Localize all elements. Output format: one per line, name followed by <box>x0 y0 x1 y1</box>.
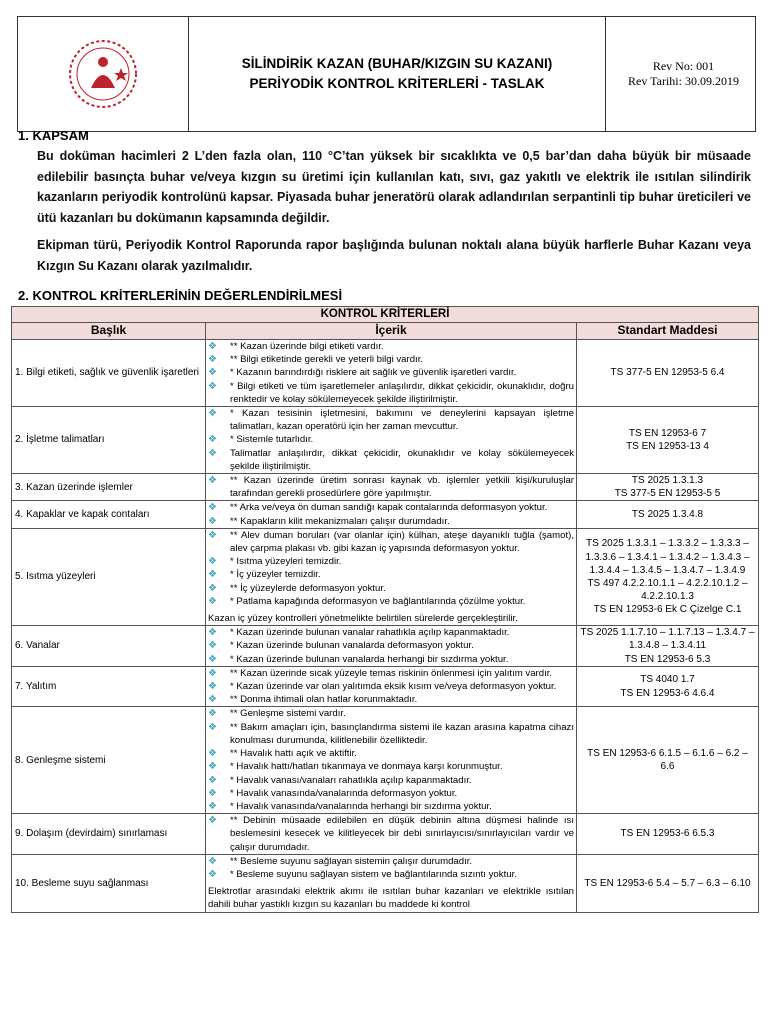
list-item <box>208 555 574 568</box>
title-line-1: SİLİNDİRİK KAZAN (BUHAR/KIZGIN SU KAZANI) <box>241 56 553 71</box>
standart-ref: TS EN 12953-6 7 <box>628 427 707 439</box>
scope-paragraph-2: Ekipman türü, Periyodik Kontrol Raporunda rapor başlığında bulunan noktalı alana büyük harflerle Buhar Kazanı veya Kızgın Su Kazanı olarak yazılmalıdır. <box>37 238 751 273</box>
bullet-icon: ❖ <box>208 529 217 541</box>
bullet-icon: ❖ <box>208 694 217 706</box>
list-item-text: ** Kazan üzerinde üretim sonrası kaynak vb. işlemler yetkili kişi/kuruluşlar tarafından gerekli prosedürlere göre yapılmıştır. <box>230 475 574 500</box>
row-standart <box>577 407 759 474</box>
section-1-title: 1. KAPSAM <box>18 128 89 143</box>
list-item <box>208 366 574 379</box>
section-2-title: 2. KONTROL KRİTERLERİNİN DEĞERLENDİRİLMESİ <box>18 288 343 303</box>
table-row <box>12 854 759 912</box>
list-item-text: ** Besleme suyunu sağlayan sistemin çalışır durumdadır. <box>230 855 473 867</box>
list-item-text: ** Debinin müsaade edilebilen en düşük debinin altına düşmesi halinde ısı beslemesini kesecek ve kilitleyecek bir debi sınırlayıcısı/sınırlayıcıları vardır ve çalışır durumdadır. <box>230 815 574 853</box>
logo-cell <box>18 17 189 131</box>
list-item-text: * Kazan üzerinde bulunan vanalarda herhangi bir sızdırma yoktur. <box>230 653 509 665</box>
list-item <box>208 626 574 639</box>
list-item-text: ** Donma ihtimali olan hatlar korunmaktadır. <box>230 694 418 706</box>
list-item <box>208 814 574 854</box>
row-icerik <box>206 407 577 474</box>
list-item <box>208 340 574 353</box>
list-item-text: Talimatlar anlaşılırdır, dikkat çekicidir, okunaklıdır ve kolay sökülemeyecek şekilde iliştirilmiştir. <box>230 447 574 472</box>
row-standart <box>577 854 759 912</box>
bullet-icon: ❖ <box>208 653 217 665</box>
bullet-icon: ❖ <box>208 447 217 459</box>
bullet-icon: ❖ <box>208 367 217 379</box>
bullet-icon: ❖ <box>208 800 217 812</box>
bullet-icon: ❖ <box>208 748 217 760</box>
list-item <box>208 747 574 760</box>
row-standart <box>577 626 759 667</box>
row-baslik: 5. Isıtma yüzeyleri <box>12 528 206 625</box>
table-row <box>12 528 759 625</box>
list-item-text: ** Bilgi etiketinde gerekli ve yeterli bilgi vardır. <box>230 354 424 366</box>
list-item-text: ** Genleşme sistemi vardır. <box>230 708 346 720</box>
list-item <box>208 693 574 706</box>
list-item-text: * Kazan üzerinde bulunan vanalar rahatlıkla açılıp kapanmaktadır. <box>230 627 510 639</box>
bullet-icon: ❖ <box>208 855 217 867</box>
table-row <box>12 707 759 814</box>
bullet-icon: ❖ <box>208 595 217 607</box>
standart-ref: TS EN 12953-6 4.6.4 <box>620 687 715 699</box>
standart-ref: TS 2025 1.3.3.1 – 1.3.3.2 – 1.3.3.3 – 1.3.3.6 – 1.3.4.1 – 1.3.4.2 – 1.3.4.3 – 1.3.4.4 – 1.3.4.5 – 1.3.4.7 – 1.3.4.9 <box>585 538 750 576</box>
row-baslik: 7. Yalıtım <box>12 666 206 707</box>
row-baslik: 3. Kazan üzerinde işlemler <box>12 474 206 501</box>
list-item-text: ** Kazan üzerinde bilgi etiketi vardır. <box>230 341 384 352</box>
bullet-icon: ❖ <box>208 627 217 639</box>
bullet-icon: ❖ <box>208 475 217 487</box>
row-note: Kazan iç yüzey kontrolleri yönetmelikte belirtilen sürelerde gerçekleştirilir. <box>208 613 518 625</box>
standart-ref: TS EN 12953-6 5.4 – 5.7 – 6.3 – 6.10 <box>584 877 751 889</box>
bullet-icon: ❖ <box>208 556 217 568</box>
list-item <box>208 515 574 528</box>
standart-ref: TS EN 12953-6 5.3 <box>624 653 711 665</box>
standart-ref: TS EN 12953-6 6.5.3 <box>620 828 715 840</box>
rev-no: Rev No: 001 <box>652 59 715 73</box>
standart-ref: TS EN 12953-13 4 <box>626 441 709 453</box>
list-item <box>208 760 574 773</box>
row-standart <box>577 528 759 625</box>
list-item-text: ** Havalık hattı açık ve aktiftir. <box>230 748 357 760</box>
list-item-text: * Kazan üzerinde bulunan vanalarda deformasyon yoktur. <box>230 640 474 652</box>
row-icerik <box>206 854 577 912</box>
standart-ref: TS 2025 1.3.4.8 <box>631 509 704 521</box>
list-item-text: * Kazan tesisinin işletmesini, bakımını ve deneylerini kapsayan işletme talimatları, kazan operatörü için her zaman mevcuttur. <box>230 408 574 433</box>
row-baslik: 9. Dolaşım (devirdaim) sınırlaması <box>12 814 206 855</box>
list-item <box>208 447 574 473</box>
list-item-text: * Havalık vanası/vanaları rahatlıkla açılıp kapanmaktadır. <box>230 774 472 786</box>
ministry-logo-icon <box>63 32 143 116</box>
col-header-icerik: İçerik <box>206 323 577 340</box>
row-standart <box>577 666 759 707</box>
list-item-text: ** Kazan üzerinde sıcak yüzeyle temas riskinin önlenmesi için yalıtım vardır. <box>230 667 553 679</box>
bullet-icon: ❖ <box>208 681 217 693</box>
table-row <box>12 474 759 501</box>
list-item <box>208 855 574 868</box>
standart-ref: TS 2025 1.1.7.10 – 1.1.7.13 – 1.3.4.7 – 1.3.4.8 – 1.3.4.11 <box>580 627 755 652</box>
row-baslik: 2. İşletme talimatları <box>12 407 206 474</box>
col-header-baslik: Başlık <box>12 323 206 340</box>
row-icerik <box>206 474 577 501</box>
list-item-text: ** Alev duman boruları (var olanlar için) külhan, ateşe dayanıklı tuğla (şamot), alev çarpma plakası vb. gibi kazan iç yapısında deformasyon yoktur. <box>230 529 574 555</box>
list-item <box>208 582 574 595</box>
bullet-icon: ❖ <box>208 640 217 652</box>
row-icerik <box>206 626 577 667</box>
row-icerik <box>206 666 577 707</box>
row-icerik <box>206 707 577 814</box>
document-header <box>17 16 756 132</box>
bullet-icon: ❖ <box>208 708 217 720</box>
row-baslik: 8. Genleşme sistemi <box>12 707 206 814</box>
list-item-text: * Patlama kapağında deformasyon ve bağlantılarında çözülme yoktur. <box>230 595 526 607</box>
bullet-icon: ❖ <box>208 341 217 352</box>
bullet-icon: ❖ <box>208 569 217 581</box>
standart-ref: TS 4040 1.7 <box>640 674 695 686</box>
list-item-text: * Havalık vanasında/vanalarında herhangi bir sızdırma yoktur. <box>230 800 492 812</box>
list-item <box>208 868 574 881</box>
row-standart <box>577 814 759 855</box>
revision-info <box>606 17 755 131</box>
bullet-icon: ❖ <box>208 354 217 366</box>
list-item-text: * Sistemle tutarlıdır. <box>230 434 314 446</box>
list-item <box>208 680 574 693</box>
list-item <box>208 407 574 433</box>
list-item <box>208 800 574 813</box>
row-note: Elektrotlar arasındaki elektrik akımı ile ısıtılan buhar kazanları ve elektrikle ısıtılan dahili buhar yastıklı kızgın su kazanları bu maddede ki kontrol <box>208 886 574 911</box>
bullet-icon: ❖ <box>208 774 217 786</box>
list-item <box>208 353 574 366</box>
table-row <box>12 814 759 855</box>
bullet-icon: ❖ <box>208 434 217 446</box>
bullet-icon: ❖ <box>208 667 217 679</box>
standart-ref: TS EN 12953-6 Ek C Çizelge C.1 <box>593 604 742 616</box>
title-line-2: PERİYODİK KONTROL KRİTERLERİ - TASLAK <box>249 76 545 91</box>
row-standart <box>577 474 759 501</box>
standart-ref: TS EN 12953-6 6.1.5 – 6.1.6 – 6.2 – 6.6 <box>587 748 748 773</box>
list-item-text: * Isıtma yüzeyleri temizdir. <box>230 556 342 568</box>
list-item-text: * Havalık vanasında/vanalarında deformasyon yoktur. <box>230 787 458 799</box>
standart-ref: TS 2025 1.3.1.3 <box>631 475 704 487</box>
table-row <box>12 666 759 707</box>
list-item <box>208 595 574 608</box>
list-item <box>208 721 574 747</box>
criteria-table <box>11 306 759 913</box>
row-icerik <box>206 501 577 528</box>
list-item-text: * Havalık hattı/hatları tıkanmaya ve donmaya karşı korunmuştur. <box>230 761 503 773</box>
list-item-text: * Bilgi etiketi ve tüm işaretlemeler anlaşılırdır, dikkat çekicidir, okunaklıdır, doğru renktedir ve kolay sökülemeyecek şekilde iliştirilmiştir. <box>230 380 574 405</box>
bullet-icon: ❖ <box>208 380 217 392</box>
list-item <box>208 667 574 680</box>
list-item <box>208 501 574 514</box>
row-standart <box>577 340 759 407</box>
row-baslik: 10. Besleme suyu sağlanması <box>12 854 206 912</box>
list-item <box>208 639 574 652</box>
list-item-text: ** Arka ve/veya ön duman sandığı kapak contalarında deformasyon yoktur. <box>230 502 548 514</box>
bullet-icon: ❖ <box>208 761 217 773</box>
list-item <box>208 380 574 406</box>
standart-ref: TS 377-5 EN 12953-5 6.4 <box>610 367 725 379</box>
list-item-text: * Besleme suyunu sağlayan sistem ve bağlantılarında sızıntı yoktur. <box>230 868 517 880</box>
table-row <box>12 626 759 667</box>
table-row <box>12 407 759 474</box>
bullet-icon: ❖ <box>208 502 217 514</box>
list-item <box>208 707 574 720</box>
row-standart <box>577 501 759 528</box>
row-icerik <box>206 340 577 407</box>
list-item <box>208 774 574 787</box>
list-item <box>208 474 574 500</box>
list-item-text: ** İç yüzeylerde deformasyon yoktur. <box>230 582 386 594</box>
bullet-icon: ❖ <box>208 515 217 527</box>
table-row <box>12 340 759 407</box>
bullet-icon: ❖ <box>208 868 217 880</box>
bullet-icon: ❖ <box>208 408 217 420</box>
table-banner: KONTROL KRİTERLERİ <box>12 307 759 323</box>
row-icerik <box>206 814 577 855</box>
list-item-text: * İç yüzeyler temizdir. <box>230 569 321 581</box>
row-icerik <box>206 528 577 625</box>
table-row <box>12 501 759 528</box>
list-item <box>208 787 574 800</box>
row-standart <box>577 707 759 814</box>
bullet-icon: ❖ <box>208 582 217 594</box>
list-item-text: ** Kapakların kilit mekanizmaları çalışır durumdadır. <box>230 515 450 527</box>
list-item <box>208 529 574 555</box>
standart-ref: TS 377-5 EN 12953-5 5 <box>614 488 721 500</box>
rev-date: Rev Tarihi: 30.09.2019 <box>628 74 739 88</box>
row-baslik: 6. Vanalar <box>12 626 206 667</box>
bullet-icon: ❖ <box>208 787 217 799</box>
list-item-text: ** Bakım amaçları için, basınçlandırma sistemi ile kazan arasına kapatma cihazı konulması durumunda, kilitlenebilir özelliktedir. <box>230 721 574 746</box>
list-item <box>208 653 574 666</box>
bullet-icon: ❖ <box>208 815 217 827</box>
standart-ref: TS 497 4.2.2.10.1.1 – 4.2.2.10.1.2 – 4.2.2.10.1.3 <box>587 578 748 603</box>
list-item-text: * Kazan üzerinde var olan yalıtımda eksik kısım ve/veya deformasyon yoktur. <box>230 681 557 693</box>
row-baslik: 4. Kapaklar ve kapak contaları <box>12 501 206 528</box>
scope-paragraph-1: Bu doküman hacimleri 2 L’den fazla olan, 110 °C’tan yüksek bir sıcaklıkta ve 0,5 bar’dan daha büyük bir müsaade edilebilir basınçta buhar ve/veya kızgın su üretimi için kullanılan katı, sıvı, gaz yakıtlı ve elektrik ile ısıtılan silindirik kazanların periyodik kontrolünü kapsar. Piyasada buhar jeneratörü olarak adlandırılan serpantinli tip buhar üreticileri ve ütü kazanları bu dokümanın kapsamında değildir. <box>37 149 751 225</box>
document-title <box>189 17 606 131</box>
list-item-text: * Kazanın barındırdığı risklere ait sağlık ve güvenlik işaretleri vardır. <box>230 367 517 379</box>
bullet-icon: ❖ <box>208 721 217 733</box>
list-item <box>208 433 574 446</box>
col-header-standart: Standart Maddesi <box>577 323 759 340</box>
list-item <box>208 568 574 581</box>
row-baslik: 1. Bilgi etiketi, sağlık ve güvenlik işaretleri <box>12 340 206 407</box>
